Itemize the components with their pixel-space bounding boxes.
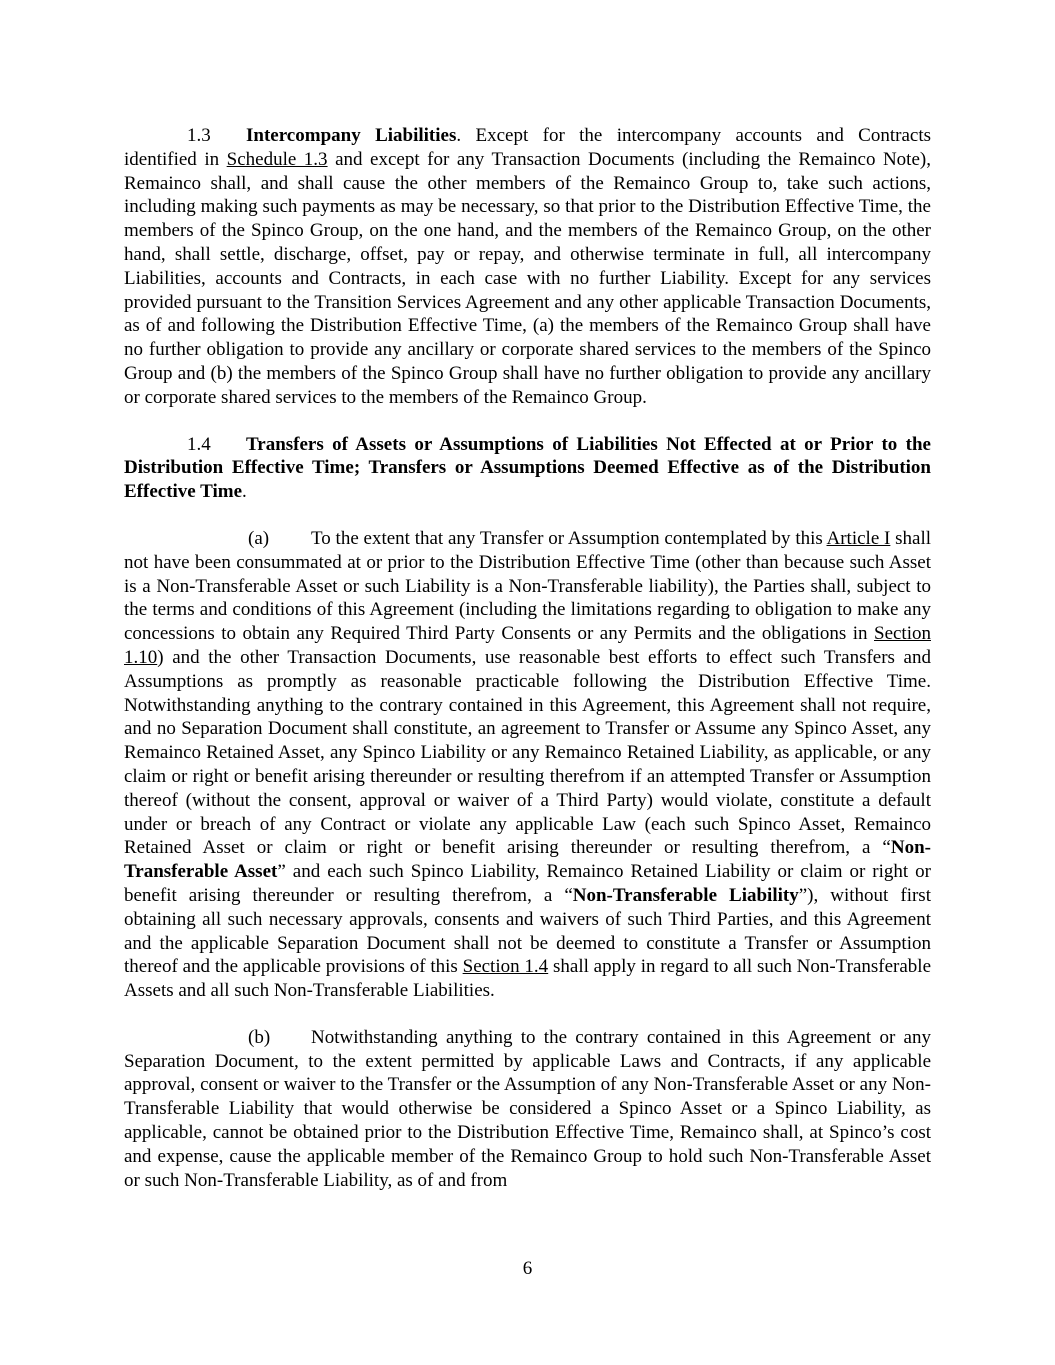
- section-heading: Intercompany Liabilities: [246, 125, 457, 146]
- body-text: ”), without first obtaining all such necessary approvals, consents and waivers of such Third Parties, and this Agreement and the applicable Separation Document shall not be deemed to constitute a Transfer or Assumption thereof and the applicable provisions of this: [124, 884, 931, 978]
- subsection-label: (a): [248, 527, 270, 549]
- section-heading: Transfers of Assets or Assumptions of Liabilities Not Effected at or Prior to the Distribution Effective Time; Transfers or Assumptions Deemed Effective as of the Distribution Effective Time: [124, 433, 931, 503]
- section-reference-link[interactable]: Section 1.10: [124, 623, 931, 668]
- subsection-b: [124, 1026, 931, 1193]
- defined-term: Non-Transferable Liability: [572, 884, 799, 906]
- section-1-3: [124, 124, 931, 410]
- subsection-a: [124, 527, 931, 1003]
- document-page: [124, 124, 931, 1192]
- body-text: shall not have been consummated at or prior to the Distribution Effective Time (other than because such Asset is a Non-Transferable Asset or such Liability is a Non-Transferable liability), the Parties shall, subject to the terms and conditions of this Agreement (including the limitations regarding to obligation to make any concessions to obtain any Required Third Party Consents or any Permits and the obligations in: [124, 527, 932, 645]
- body-text: . Except for the intercompany accounts and Contracts identified in: [124, 125, 931, 170]
- schedule-reference-link[interactable]: Schedule 1.3: [226, 148, 328, 170]
- defined-term: Non-Transferable Asset: [124, 837, 931, 883]
- body-text: and except for any Transaction Documents (including the Remainco Note), Remainco shall, and shall cause the other members of the Remainco Group to, take such actions, including making such payments as may be necessary, so that prior to the Distribution Effective Time, the members of the Spinco Group, on the one hand, and the members of the Remainco Group, on the other hand, shall settle, discharge, offset, pay or repay, and otherwise terminate in full, all intercompany Liabilities, accounts and Contracts, in each case with no further Liability. Except for any services provided pursuant to the Transition Services Agreement and any other applicable Transaction Documents, as of and following the Distribution Effective Time, (a) the members of the Remainco Group shall have no further obligation to provide any ancillary or corporate shared services to the members of the Spinco Group and (b) the members of the Spinco Group shall have no further obligation to provide any ancillary or corporate shared services to the members of the Remainco Group.: [124, 148, 931, 408]
- body-text: shall apply in regard to all such Non-Transferable Assets and all such Non-Transferable Liabilities.: [124, 956, 932, 1002]
- paragraph-gap: [124, 504, 931, 527]
- article-reference-link[interactable]: Article I: [826, 527, 891, 549]
- body-text: To the extent that any Transfer or Assumption contemplated by this: [311, 527, 827, 549]
- section-reference-link[interactable]: Section 1.4: [462, 956, 549, 978]
- body-text: Notwithstanding anything to the contrary contained in this Agreement or any Separation Document, to the extent permitted by applicable Laws and Contracts, if any applicable approval, consent or waiver to the Transfer or the Assumption of any Non-Transferable Asset or any Non-Transferable Liability that would otherwise be considered a Spinco Asset or a Spinco Liability, as applicable, cannot be obtained prior to the Distribution Effective Time, Remainco shall, at Spinco’s cost and expense, cause the applicable member of the Remainco Group to hold such Non-Transferable Asset or such Non-Transferable Liability, as of and from: [124, 1026, 931, 1191]
- section-number: 1.3: [187, 125, 211, 146]
- body-text: ) and the other Transaction Documents, use reasonable best efforts to effect such Transfers and Assumptions as promptly as reasonable practicable following the Distribution Effective Time. Notwithstanding anything to the contrary contained in this Agreement, this Agreement shall not require, and no Separation Document shall constitute, an agreement to Transfer or Assume any Spinco Asset, any Remainco Retained Asset, any Spinco Liability or any Remainco Retained Liability, as applicable, or any claim or right or benefit arising thereunder or resulting therefrom if an attempted Transfer or Assumption thereof (without the consent, approval or waiver of a Third Party) would violate, constitute a default under or breach of any Contract or violate any applicable Law (each such Spinco Asset, Remainco Retained Asset or claim or right or benefit arising thereunder or resulting therefrom, a “: [124, 646, 931, 859]
- page-number: 6: [522, 1258, 533, 1279]
- paragraph-gap: [124, 410, 931, 433]
- paragraph-gap: [124, 1003, 931, 1026]
- subsection-label: (b): [248, 1026, 271, 1048]
- section-1-4: [124, 433, 931, 504]
- body-text: ” and each such Spinco Liability, Remainco Retained Liability or claim or right or benefit arising thereunder or resulting therefrom, a “: [124, 861, 931, 906]
- section-number: 1.4: [187, 433, 211, 455]
- heading-period: .: [242, 481, 247, 503]
